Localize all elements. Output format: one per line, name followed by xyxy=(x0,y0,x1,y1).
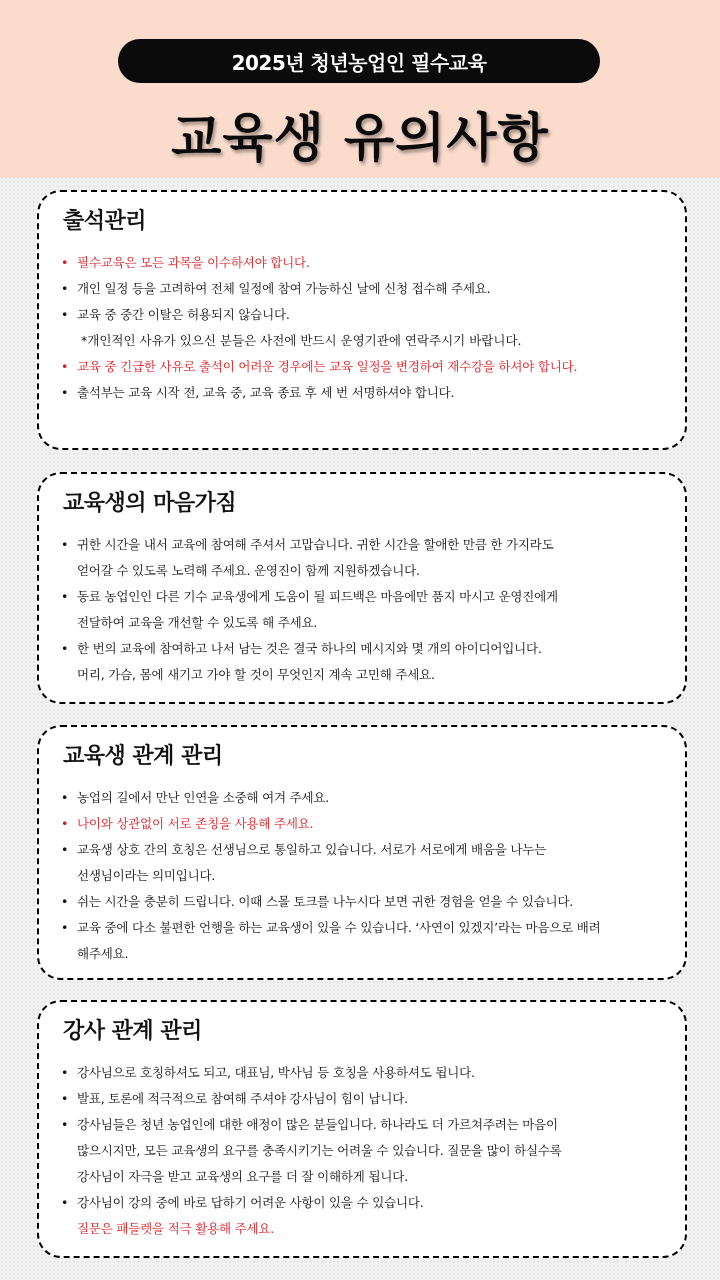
list-item: • 강사님이 강의 중에 바로 답하기 어려운 사항이 있을 수 있습니다. 질문은 패들렛을 적극 활용해 주세요. xyxy=(61,1190,671,1242)
list-item: • 교육 중 중간 이탈은 허용되지 않습니다. xyxy=(61,302,671,328)
list-note: *개인적인 사유가 있으신 분들은 사전에 반드시 운영기관에 연락주시기 바랍니다. xyxy=(81,333,522,348)
section-attendance xyxy=(37,190,687,450)
list-item: • 귀한 시간을 내서 교육에 참여해 주셔서 고맙습니다. 귀한 시간을 할애한 만큼 한 가지라도 얻어갈 수 있도록 노력해 주세요. 운영진이 함께 지원하겠습니다. xyxy=(61,532,671,584)
bullet-icon: • xyxy=(61,1117,69,1132)
list-item: • 교육 중에 다소 불편한 언행을 하는 교육생이 있을 수 있습니다. ‘사연이 있겠지’라는 마음으로 배려 해주세요. xyxy=(61,915,671,967)
list-item: • 한 번의 교육에 참여하고 나서 남는 것은 결국 하나의 메시지와 몇 개의 아이디어입니다. 머리, 가슴, 몸에 새기고 가야 할 것이 무엇인지 계속 고민해 주세요. xyxy=(61,636,671,688)
section-instructor-relations xyxy=(37,1000,687,1258)
section-title: 강사 관계 관리 xyxy=(63,1019,202,1044)
bullet-icon: • xyxy=(61,1065,69,1080)
list-item: • 동료 농업인인 다른 기수 교육생에게 도움이 될 피드백은 마음에만 품지 마시고 운영진에게 전달하여 교육을 개선할 수 있도록 해 주세요. xyxy=(61,584,671,636)
bullet-icon: • xyxy=(61,537,69,552)
bullet-icon: • xyxy=(61,255,69,270)
list-item: • 발표, 토론에 적극적으로 참여해 주셔야 강사님이 힘이 납니다. xyxy=(61,1086,671,1112)
list-item: • 나이와 상관없이 서로 존칭을 사용해 주세요. xyxy=(61,811,671,837)
bullet-icon: • xyxy=(61,1195,69,1210)
section-title: 교육생의 마음가짐 xyxy=(63,491,237,516)
bullet-icon: • xyxy=(61,842,69,857)
section-title: 출석관리 xyxy=(63,209,147,234)
list-item: • 쉬는 시간을 충분히 드립니다. 이때 스몰 토크를 나누시다 보면 귀한 경험을 얻을 수 있습니다. xyxy=(61,889,671,915)
bullet-icon: • xyxy=(61,816,69,831)
header-banner xyxy=(0,0,720,178)
list-item: • 교육 중 긴급한 사유로 출석이 어려운 경우에는 교육 일정을 변경하여 재수강을 하셔야 합니다. xyxy=(61,354,671,380)
bullet-icon: • xyxy=(61,920,69,935)
bullet-icon: • xyxy=(61,281,69,296)
section-peer-relations xyxy=(37,725,687,980)
bullet-icon: • xyxy=(61,641,69,656)
bullet-icon: • xyxy=(61,790,69,805)
list-item: • 교육생 상호 간의 호칭은 선생님으로 통일하고 있습니다. 서로가 서로에게 배움을 나누는 선생님이라는 의미입니다. xyxy=(61,837,671,889)
bullet-icon: • xyxy=(61,1091,69,1106)
bullet-icon: • xyxy=(61,359,69,374)
list-item: • 농업의 길에서 만난 인연을 소중해 여겨 주세요. xyxy=(61,785,671,811)
list-item: • 출석부는 교육 시작 전, 교육 중, 교육 종료 후 세 번 서명하셔야 합니다. xyxy=(61,380,671,406)
bullet-icon: • xyxy=(61,894,69,909)
section-title: 교육생 관계 관리 xyxy=(63,744,223,769)
list-item: • 강사님들은 청년 농업인에 대한 애정이 많은 분들입니다. 하나라도 더 가르쳐주려는 마음이 많으시지만, 모든 교육생의 요구를 충족시키기는 어려울 수 있습니다. 질문을 많이 하실수록 강사님이 자극을 받고 교육생의 요구를 더 잘 이해하게 됩니다. xyxy=(61,1112,671,1190)
bullet-icon: • xyxy=(61,307,69,322)
section-mindset xyxy=(37,472,687,704)
list-item: • 강사님으로 호칭하셔도 되고, 대표님, 박사님 등 호칭을 사용하셔도 됩니다. xyxy=(61,1060,671,1086)
bullet-icon: • xyxy=(61,385,69,400)
list-item: • 필수교육은 모든 과목을 이수하셔야 합니다. xyxy=(61,250,671,276)
page-title: 교육생 유의사항 xyxy=(171,109,549,169)
bullet-icon: • xyxy=(61,589,69,604)
header-subtitle: 2025년 청년농업인 필수교육 xyxy=(118,39,600,83)
list-item: • 개인 일정 등을 고려하여 전체 일정에 참여 가능하신 날에 신청 접수해 주세요. xyxy=(61,276,671,302)
